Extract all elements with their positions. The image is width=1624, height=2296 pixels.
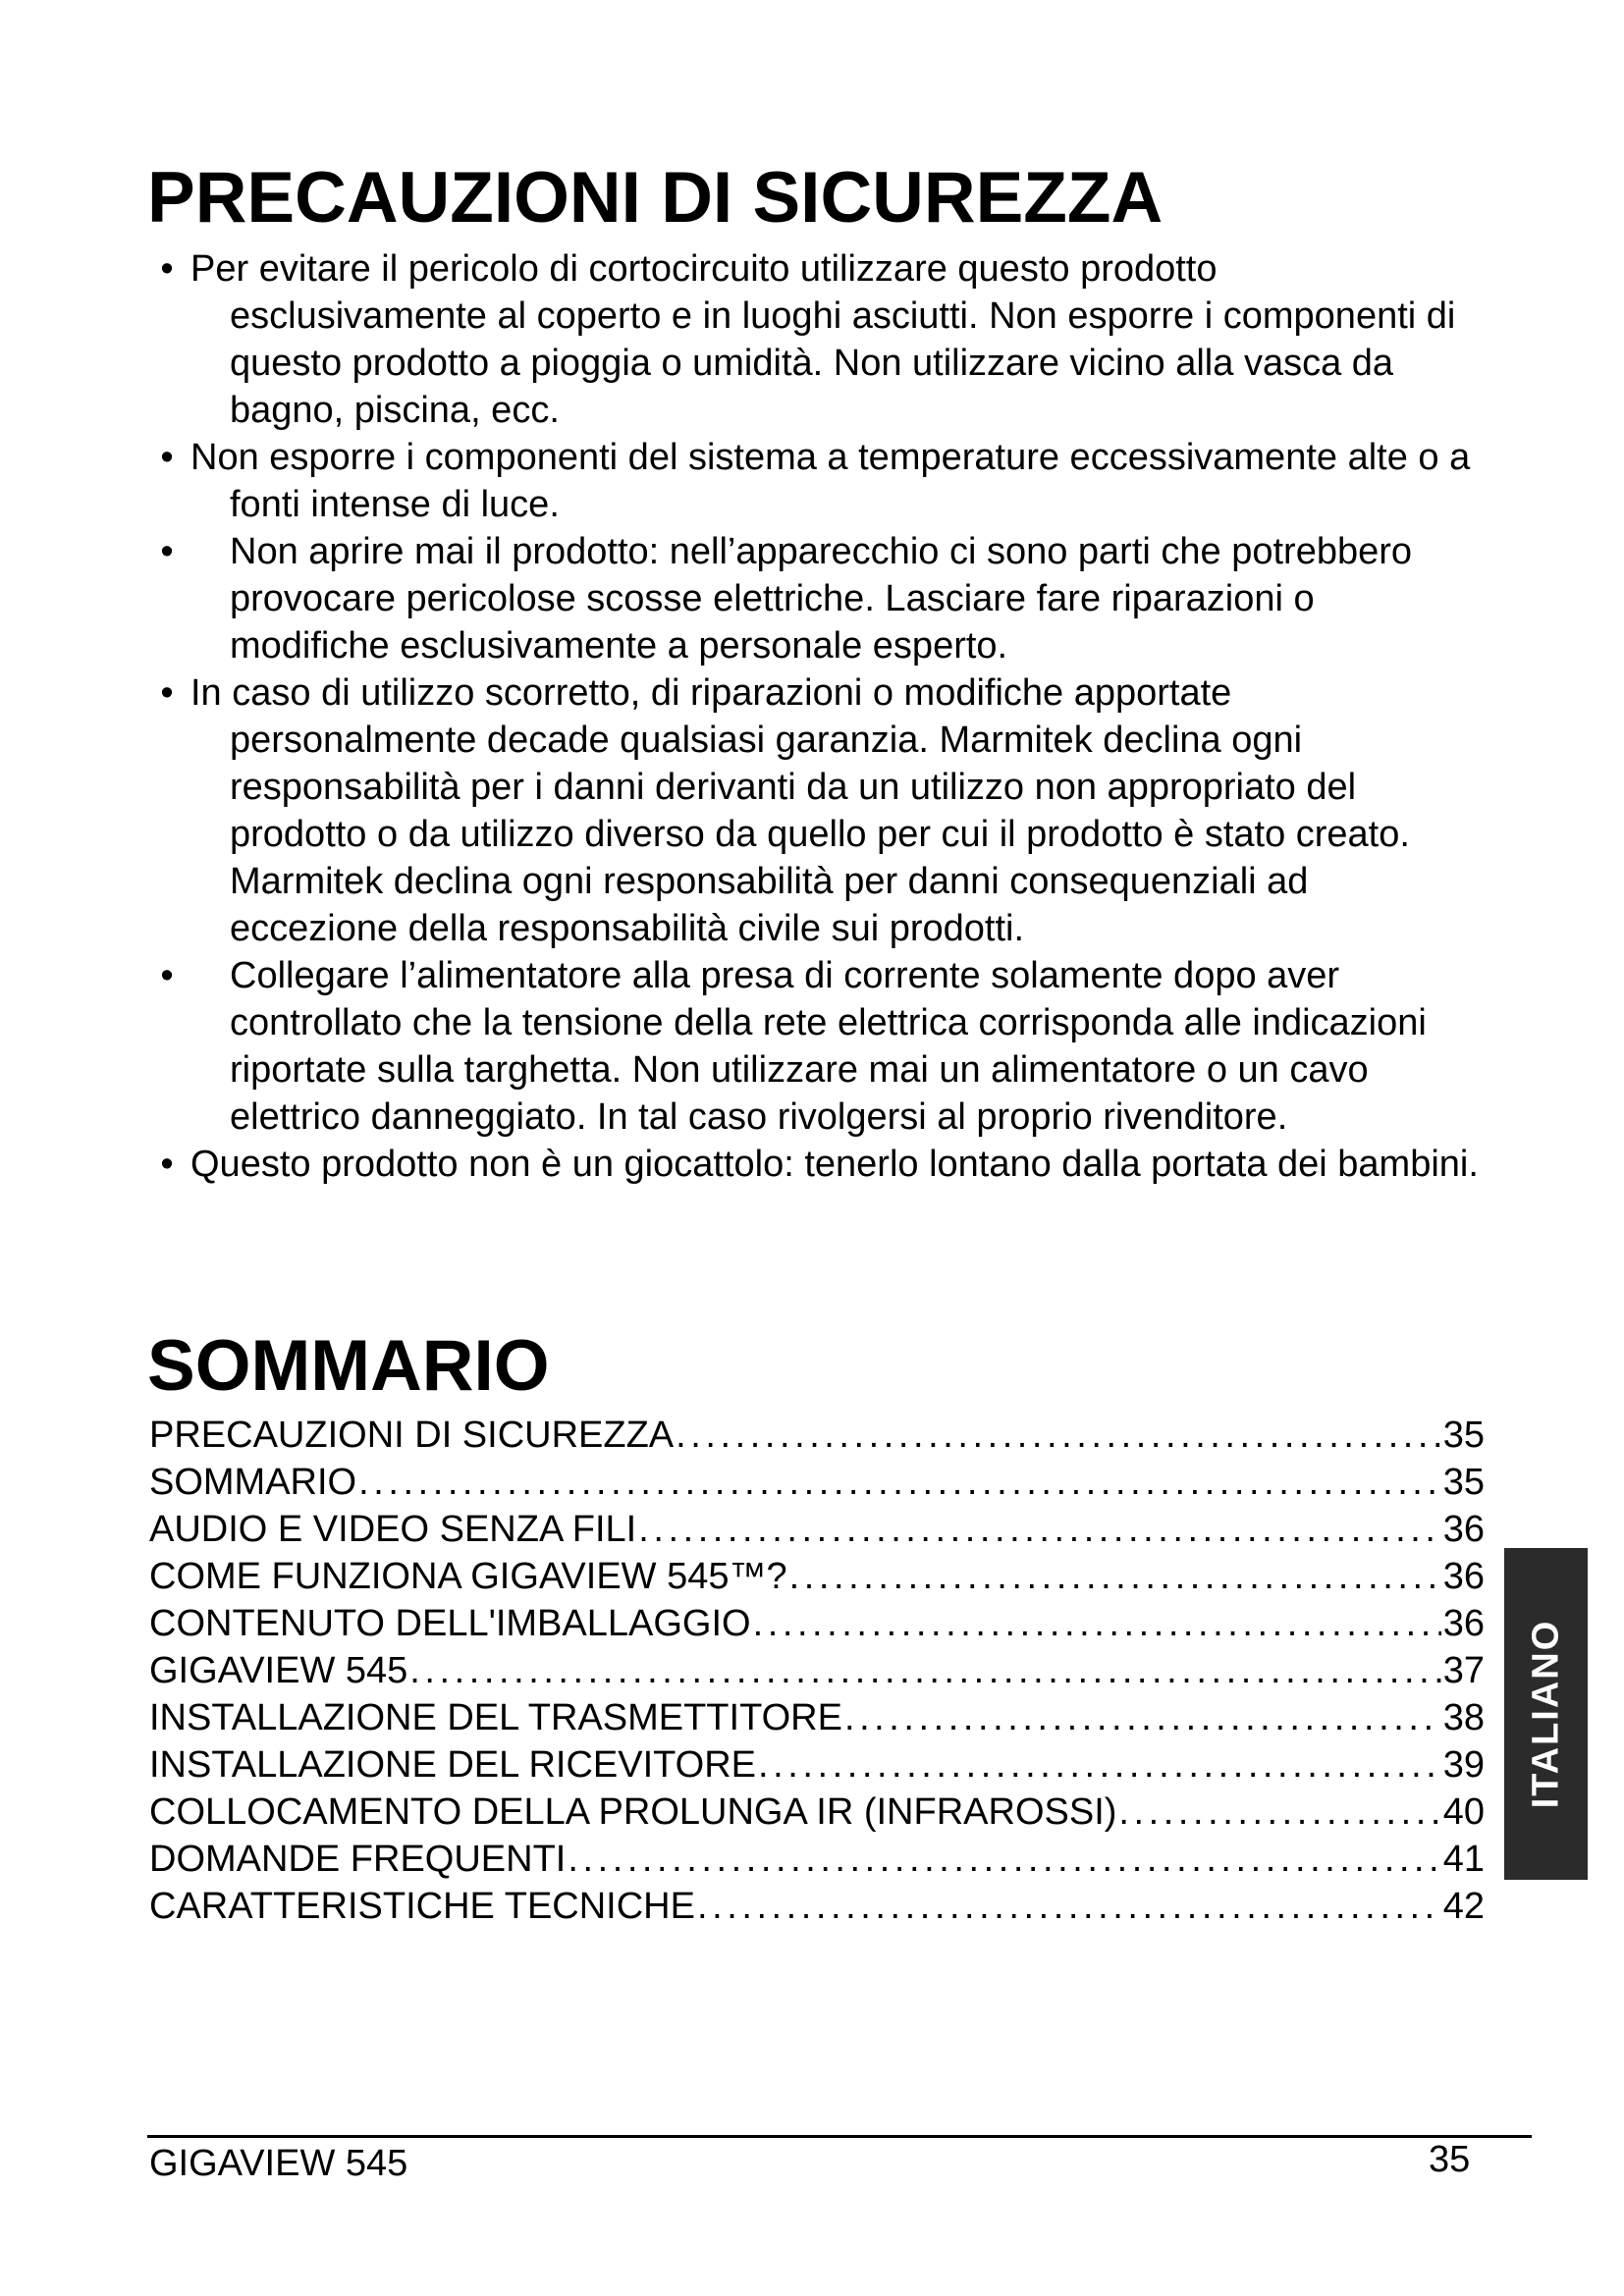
toc-entry-page: 38 [1442, 1697, 1485, 1738]
safety-bullet-text: Non esporre i componenti del sistema a temperature eccessivamente alte o a fonti intense di luce. [190, 437, 1471, 525]
footer-page-number: 35 [1429, 2139, 1471, 2180]
toc-entry-title: GIGAVIEW 545 [149, 1650, 408, 1691]
toc-dot-leader [409, 1647, 1440, 1694]
toc-entry-page: 40 [1442, 1791, 1485, 1833]
toc-entry-page: 35 [1442, 1415, 1485, 1456]
bullet-dot-icon: • [160, 955, 174, 996]
footer-product-name: GIGAVIEW 545 [149, 2143, 408, 2184]
toc-entry[interactable] [149, 1836, 1485, 1883]
safety-bullet [147, 952, 1483, 1141]
toc-entry[interactable] [149, 1553, 1485, 1600]
toc-entry[interactable] [149, 1412, 1485, 1459]
toc-entry[interactable] [149, 1459, 1485, 1506]
toc-entry[interactable] [149, 1506, 1485, 1553]
safety-bullet [147, 528, 1483, 669]
toc-entry-page: 39 [1442, 1744, 1485, 1786]
language-tab-label: ITALIANO [1525, 1619, 1566, 1809]
toc-entry-page: 42 [1442, 1886, 1485, 1927]
toc-entry-page: 36 [1442, 1509, 1485, 1550]
toc-entry-page: 36 [1442, 1603, 1485, 1644]
safety-bullet-text: Collegare l’alimentatore alla presa di corrente solamente dopo aver controllato che la tensione della rete elettrica corrisponda alle indicazioni riportate sulla targhetta. Non utilizzare mai un alimentatore o un cavo elettrico danneggiato. In tal caso rivolgersi al proprio rivenditore. [230, 955, 1427, 1138]
toc-entry[interactable] [149, 1694, 1485, 1741]
toc-entry[interactable] [149, 1647, 1485, 1694]
toc-dot-leader [789, 1553, 1441, 1600]
toc-entry-page: 35 [1442, 1462, 1485, 1503]
toc-entry[interactable] [149, 1741, 1485, 1789]
safety-bullet-text: Per evitare il pericolo di cortocircuito utilizzare questo prodotto esclusivamente al coperto e in luoghi asciutti. Non esporre i componenti di questo prodotto a pioggia o umidità. Non utilizzare vicino alla vasca da bagno, piscina, ecc. [190, 248, 1456, 431]
safety-bullet-list [147, 245, 1483, 1188]
safety-bullet [147, 1141, 1483, 1188]
safety-bullet-text: Non aprire mai il prodotto: nell’apparecchio ci sono parti che potrebbero provocare pericolose scosse elettriche. Lasciare fare riparazioni o modifiche esclusivamente a personale esperto. [230, 531, 1413, 667]
toc-dot-leader [676, 1412, 1441, 1459]
toc-entry-page: 36 [1442, 1556, 1485, 1597]
toc-entry-title: AUDIO E VIDEO SENZA FILI [149, 1509, 637, 1550]
bullet-dot-icon: • [160, 248, 174, 290]
toc-entry-title: DOMANDE FREQUENTI [149, 1839, 567, 1880]
bullet-dot-icon: • [160, 1144, 174, 1185]
language-tab [1504, 1548, 1588, 1880]
toc-entry-title: CONTENUTO DELL'IMBALLAGGIO [149, 1603, 751, 1644]
toc-dot-leader [638, 1506, 1440, 1553]
toc-entry-page: 37 [1442, 1650, 1485, 1691]
toc-entry-title: COLLOCAMENTO DELLA PROLUNGA IR (INFRAROSSI) [149, 1791, 1117, 1833]
safety-heading: PRECAUZIONI DI SICUREZZA [147, 158, 1164, 238]
toc-dot-leader [753, 1600, 1441, 1647]
toc-heading: SOMMARIO [147, 1326, 550, 1406]
safety-bullet-text: Questo prodotto non è un giocattolo: tenerlo lontano dalla portata dei bambini. [190, 1144, 1479, 1185]
safety-bullet [147, 669, 1483, 952]
toc-entry-title: COME FUNZIONA GIGAVIEW 545™? [149, 1556, 787, 1597]
bullet-dot-icon: • [160, 531, 174, 572]
toc-entry[interactable] [149, 1600, 1485, 1647]
safety-bullet [147, 434, 1483, 528]
toc-dot-leader [1118, 1789, 1440, 1836]
safety-bullet [147, 245, 1483, 434]
footer-divider [147, 2135, 1532, 2138]
toc-entry-title: INSTALLAZIONE DEL RICEVITORE [149, 1744, 757, 1786]
bullet-dot-icon: • [160, 437, 174, 478]
toc-dot-leader [758, 1741, 1441, 1789]
toc-entry[interactable] [149, 1883, 1485, 1930]
toc-entry-title: SOMMARIO [149, 1462, 357, 1503]
toc-entry[interactable] [149, 1789, 1485, 1836]
toc-entry-page: 41 [1442, 1839, 1485, 1880]
toc-entry-title: PRECAUZIONI DI SICUREZZA [149, 1415, 675, 1456]
toc-entry-title: INSTALLAZIONE DEL TRASMETTITORE [149, 1697, 842, 1738]
safety-bullet-text: In caso di utilizzo scorretto, di riparazioni o modifiche apportate personalmente decade qualsiasi garanzia. Marmitek declina ogni responsabilità per i danni derivanti da un utilizzo non appropriato del prodotto o da utilizzo diverso da quello per cui il prodotto è stato creato. Marmitek declina ogni responsabilità per danni consequenziali ad eccezione della responsabilità civile sui prodotti. [190, 672, 1410, 949]
toc-dot-leader [568, 1836, 1440, 1883]
toc-dot-leader [844, 1694, 1441, 1741]
table-of-contents [149, 1412, 1485, 1930]
bullet-dot-icon: • [160, 672, 174, 714]
toc-dot-leader [697, 1883, 1441, 1930]
toc-dot-leader [358, 1459, 1441, 1506]
toc-entry-title: CARATTERISTICHE TECNICHE [149, 1886, 695, 1927]
